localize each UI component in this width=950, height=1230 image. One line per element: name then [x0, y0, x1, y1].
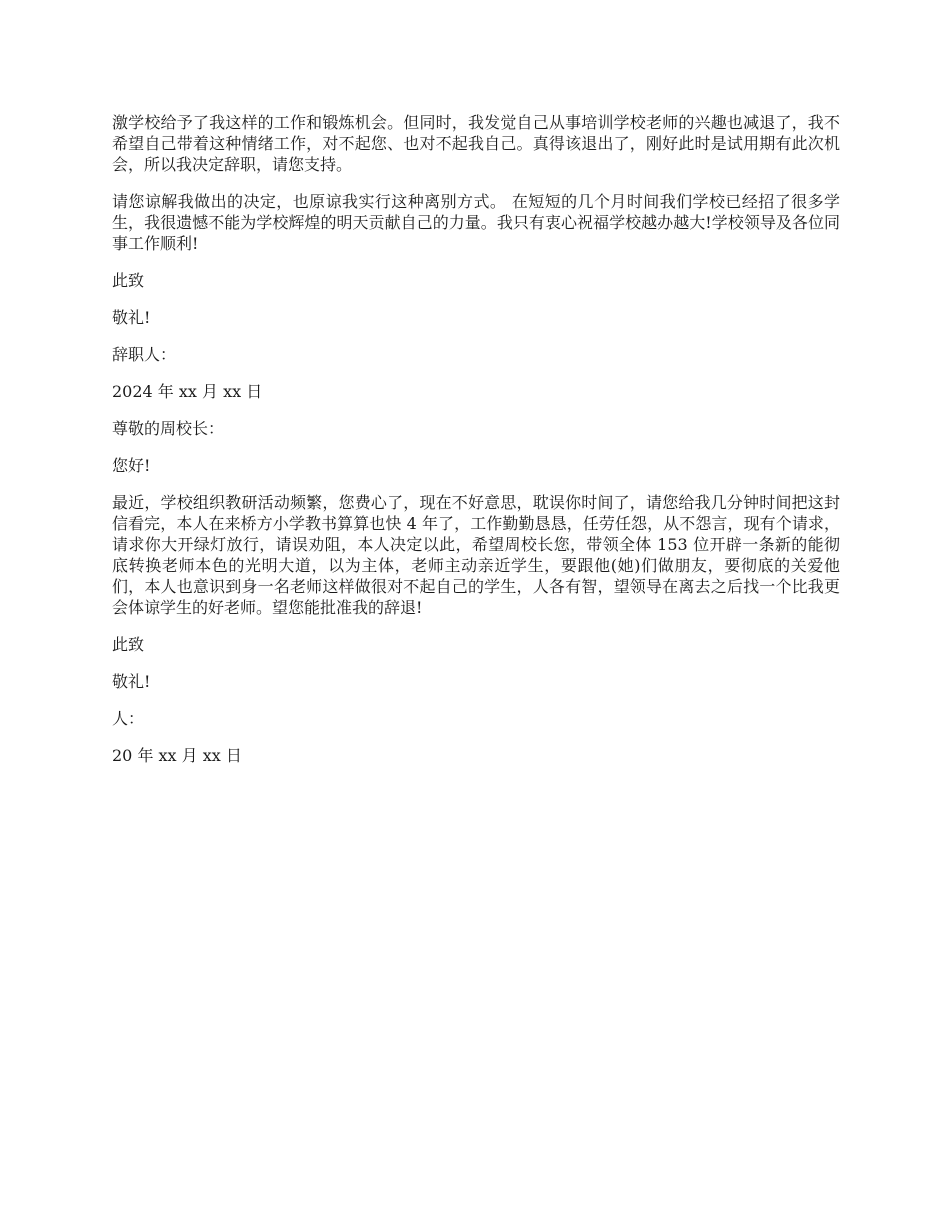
paragraph-apology: 请您谅解我做出的决定，也原谅我实行这种离别方式。 在短短的几个月时间我们学校已经招了很多学生，我很遗憾不能为学校辉煌的明天贡献自己的力量。我只有衷心祝福学校越办越大!学校领导及各位同事工作顺利! [112, 192, 840, 253]
letter-greeting: 尊敬的周校长： [112, 419, 225, 438]
closing-regards-2: 敬礼! [112, 672, 151, 691]
paragraph-body: 最近，学校组织教研活动频繁，您费心了，现在不好意思，耽误你时间了，请您给我几分钟时间把这封信看完，本人在来桥方小学教书算算也快 4 年了，工作勤勤恳恳，任劳任怨，从不怨言，现有个请求，请求你大开绿灯放行，请误劝阻，本人决定以此，希望周校长您，带领全体 153 位开辟一条新的能彻底转换老师本色的光明大道，以为主体，老师主动亲近学生，要跟他(她)们做朋友，要彻底的关爱他们，本人也意识到身一名老师这样做很对不起自己的学生，人各有智，望领导在离去之后找一个比我更会体谅学生的好老师。望您能批准我的辞退! [112, 493, 840, 617]
signature-label-2: 人： [112, 709, 145, 728]
closing-regards: 敬礼! [112, 308, 151, 327]
closing-salutation-2: 此致 [112, 635, 145, 654]
signature-date: 2024 年 xx 月 xx 日 [112, 382, 263, 401]
paragraph-continuation: 激学校给予了我这样的工作和锻炼机会。但同时，我发觉自己从事培训学校老师的兴趣也减退了，我不希望自己带着这种情绪工作，对不起您、也对不起我自己。真得该退出了，刚好此时是试用期有此次机会，所以我决定辞职，请您支持。 [112, 113, 840, 174]
letter-hello: 您好! [112, 456, 151, 475]
closing-salutation: 此致 [112, 271, 145, 290]
document-page [112, 112, 840, 782]
signature-label: 辞职人： [112, 345, 177, 364]
signature-date-2: 20 年 xx 月 xx 日 [112, 746, 242, 765]
